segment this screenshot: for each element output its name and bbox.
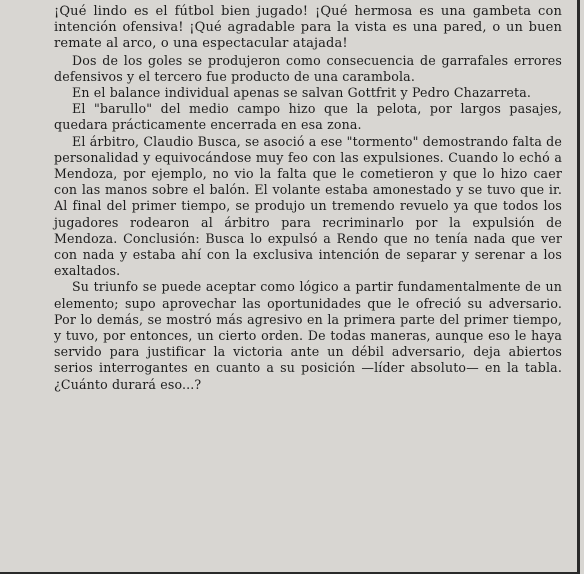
paragraph-individual-balance: En el balance individual apenas se salvan Gottfrit y Pedro Chazarreta.: [72, 85, 532, 101]
paragraph-midfield: El "barullo" del medio campo hizo que la pelota, por largos pasajes, quedara prácticamente encerrada en esa zona.: [54, 101, 562, 133]
paragraph-referee: El árbitro, Claudio Busca, se asoció a ese "tormento" demostrando falta de personalidad y equivocándose muy feo con las expulsiones. Cuando lo echó a Mendoza, por ejemplo, no vio la falta que le cometieron y que lo hizo caer con las manos sobre el balón. El volante estaba amonestado y se tuvo que ir. Al final del primer tiempo, se produjo un tremendo revuelo ya que todos los jugadores rodearon al árbitro para recriminarlo por la expulsión de Mendoza. Conclusión: Busca lo expulsó a Rendo que no tenía nada que ver con nada y estaba ahí con la exclusiva intención de separar y serenar a los exaltados.: [54, 133, 562, 279]
article-body: [54, 4, 562, 393]
paragraph-opening: ¡Qué lindo es el fútbol bien jugado! ¡Qué hermosa es una gambeta con intención ofensiva! ¡Qué agradable para la vista es una pared, o un buen remate al arco, o una espectacular atajada!: [54, 4, 562, 52]
paragraph-conclusion: Su triunfo se puede aceptar como lógico a partir fundamentalmente de un elemento; supo aprovechar las oportunidades que le ofreció su adversario. Por lo demás, se mostró más agresivo en la primera parte del primer tiempo, y tuvo, por entonces, un cierto orden. De todas maneras, aunque eso le haya servido para justificar la victoria ante un débil adversario, deja abiertos serios interrogantes en cuanto a su posición —líder absoluto— en la tabla. ¿Cuánto durará eso...?: [54, 279, 562, 392]
paragraph-goals: Dos de los goles se produjeron como consecuencia de garrafales errores defensivos y el tercero fue producto de una carambola.: [54, 52, 562, 84]
